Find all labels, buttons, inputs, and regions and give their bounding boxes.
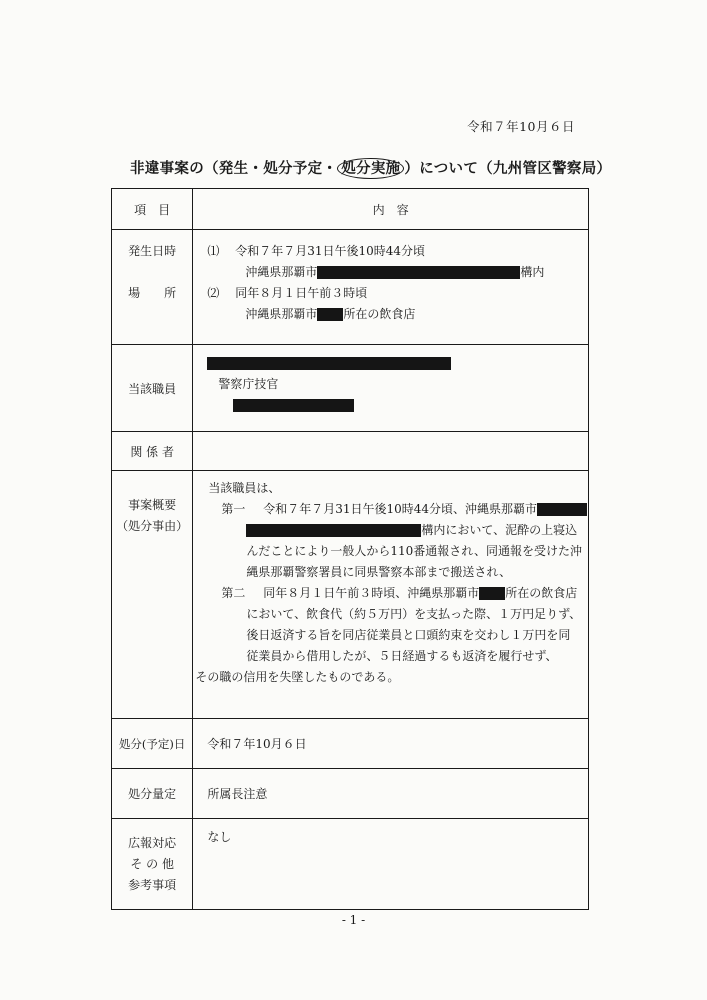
employee-position: 警察庁技官: [218, 377, 279, 391]
second-line1-text: 同年８月１日午前３時頃、沖縄県那覇市: [263, 586, 480, 600]
occurrence-item1-place: [207, 262, 587, 283]
employee-name-line: [207, 395, 587, 416]
occurrence-content-cell: [193, 230, 589, 345]
summary-second-line1: [195, 583, 587, 604]
disposal-amount-value: 所属長注意: [193, 769, 589, 819]
item2-place-prefix: 沖縄県那覇市: [245, 307, 318, 321]
summary-closing: その職の信用を失墜したものである。: [195, 670, 400, 684]
redaction-block: [479, 587, 505, 600]
summary-first-line3: んだことにより一般人から110番通報され、同通報を受けた沖: [246, 544, 582, 558]
item1-number: ⑴: [207, 244, 220, 258]
table-header-row: [112, 189, 589, 230]
item1-datetime: 令和７年７月31日午後10時44分頃: [235, 244, 425, 258]
case-table: [111, 188, 589, 910]
pr-row: [112, 819, 589, 910]
first-marker: 第一: [221, 502, 246, 516]
title-separator: ・: [322, 160, 338, 177]
item2-number: ⑵: [207, 286, 220, 300]
summary-second-line2: において、飲食代（約５万円）を支払った際、１万円足りず、: [246, 607, 582, 621]
second-marker: 第二: [221, 586, 246, 600]
pr-label-line2: そ の 他: [130, 856, 174, 871]
summary-intro: 当該職員は、: [208, 481, 281, 495]
item2-place-suffix: 所在の飲食店: [343, 307, 416, 321]
occurrence-label-cell: [112, 230, 193, 345]
occurrence-item2-place: [207, 304, 587, 325]
summary-row: [112, 471, 589, 719]
disposal-date-row: [112, 719, 589, 769]
employee-affiliation-line: [207, 353, 587, 374]
title-prefix: 非違事案の（発生・処分予定: [130, 160, 323, 177]
related-label-cell: 関 係 者: [112, 432, 193, 471]
summary-label-line1: 事案概要: [128, 498, 177, 512]
redaction-block: [233, 399, 354, 412]
item1-place-suffix: 構内: [520, 265, 545, 279]
document-date: 令和７年10月６日: [467, 119, 575, 134]
page-number: - 1 -: [341, 913, 366, 927]
title-circled-option: 処分実施: [337, 158, 404, 179]
header-content-cell: 内 容: [193, 189, 589, 230]
redaction-block: [246, 524, 421, 537]
title-suffix: ）について（九州管区警察局）: [404, 160, 612, 177]
item2-datetime: 同年８月１日午前３時頃: [235, 286, 368, 300]
disposal-date-value: 令和７年10月６日: [193, 719, 589, 769]
summary-first-line4: 縄県那覇警察署員に同県警察本部まで搬送され、: [246, 565, 512, 579]
occurrence-item2: [207, 283, 587, 304]
redaction-block: [317, 266, 520, 279]
summary-content-cell: [193, 471, 589, 719]
redaction-block: [537, 503, 587, 516]
document-title: [130, 157, 612, 178]
summary-second-line4: 従業員から借用したが、５日経過するも返済を履行せず、: [246, 649, 558, 663]
redaction-block: [317, 308, 343, 321]
pr-label-cell: [112, 819, 193, 910]
item1-place-prefix: 沖縄県那覇市: [245, 265, 318, 279]
employee-label-cell: 当該職員: [112, 345, 193, 432]
occurrence-datetime-label: 発生日時: [128, 244, 177, 258]
disposal-date-label-cell: 処分(予定)日: [112, 719, 193, 769]
summary-label-cell: [112, 471, 193, 719]
redaction-block: [207, 357, 451, 370]
first-line1-text: 令和７年７月31日午後10時44分頃、沖縄県那覇市: [263, 502, 537, 516]
first-line2-text: 構内において、泥酔の上寝込: [421, 523, 578, 537]
header-item-cell: 項 目: [112, 189, 193, 230]
related-row: [112, 432, 589, 471]
summary-second-line3: 後日返済する旨を同店従業員と口頭約束を交わし１万円を同: [246, 628, 571, 642]
occurrence-place-label: 場 所: [128, 286, 177, 300]
pr-label-line3: 参考事項: [128, 877, 177, 892]
pr-value: なし: [207, 830, 232, 844]
employee-content-cell: [193, 345, 589, 432]
summary-label-line2: （処分事由）: [116, 519, 189, 533]
disposal-amount-row: [112, 769, 589, 819]
pr-label-line1: 広報対応: [128, 835, 177, 850]
occurrence-row: [112, 230, 589, 345]
employee-row: [112, 345, 589, 432]
disposal-amount-label-cell: 処分量定: [112, 769, 193, 819]
second-line1-suffix: 所在の飲食店: [505, 586, 578, 600]
summary-first-line2: [195, 520, 587, 541]
summary-first-line1: [195, 499, 587, 520]
pr-content-cell: [193, 819, 589, 910]
related-content-cell: [193, 432, 589, 471]
occurrence-item1: [207, 241, 587, 262]
